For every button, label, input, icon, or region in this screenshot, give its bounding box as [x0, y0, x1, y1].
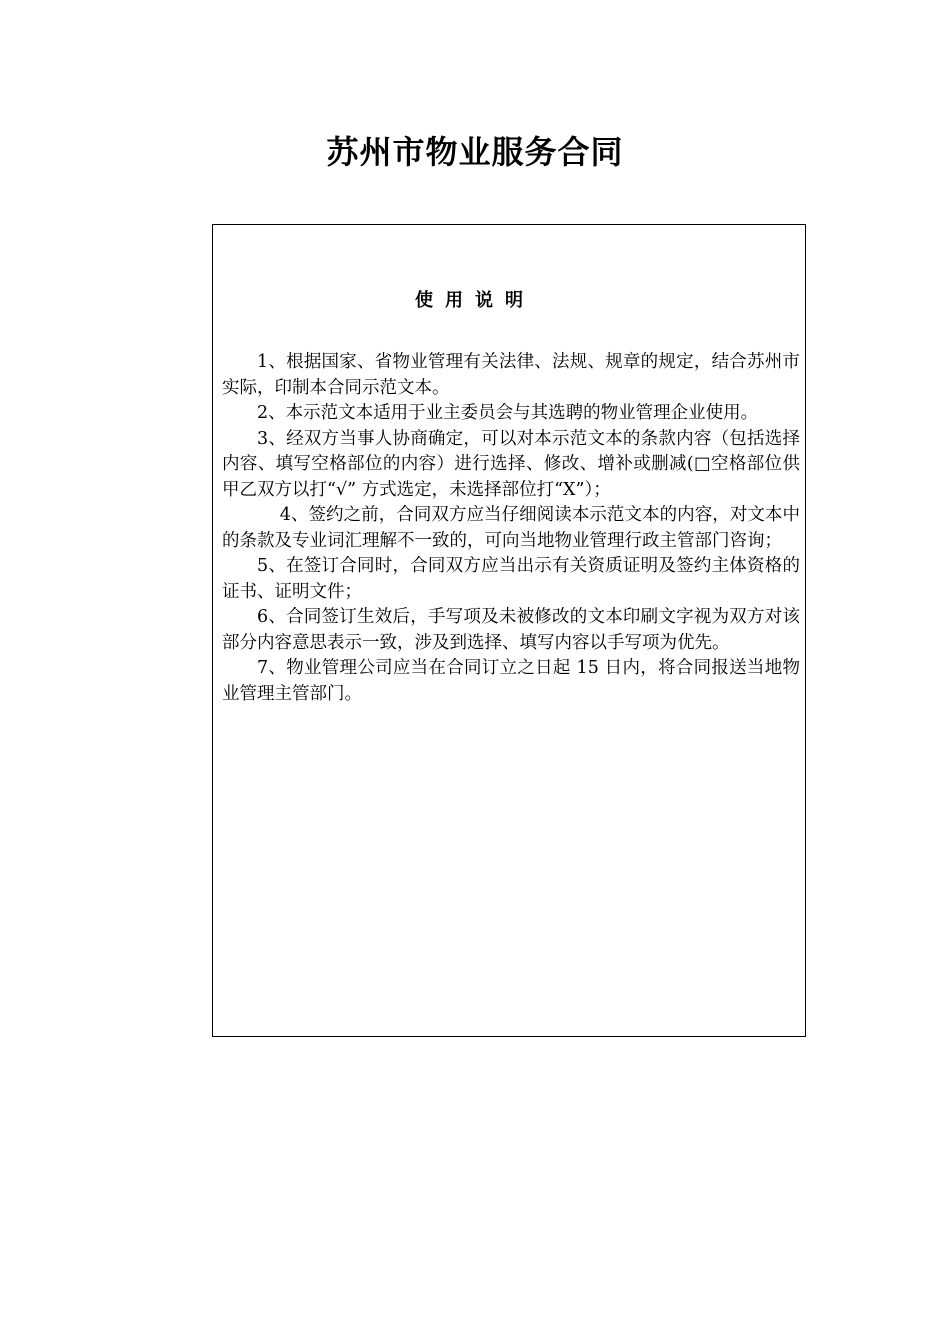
- instructions-heading: 使用说明: [415, 290, 535, 311]
- instructions-list: [222, 350, 800, 707]
- instruction-item-7: 7、物业管理公司应当在合同订立之日起 15 日内，将合同报送当地物业管理主管部门。: [222, 658, 800, 704]
- instruction-item-2: 2、本示范文本适用于业主委员会与其选聘的物业管理企业使用。: [257, 403, 759, 423]
- instruction-item-3: 3、经双方当事人协商确定，可以对本示范文本的条款内容（包括选择内容、填写空格部位的内容）进行选择、修改、增补或删减(□空格部位供甲乙双方以打“√” 方式选定，未选择部位打“X”）；: [222, 428, 800, 500]
- instruction-item-4: 4、签约之前，合同双方应当仔细阅读本示范文本的内容，对文本中的条款及专业词汇理解不一致的，可向当地物业管理行政主管部门咨询；: [222, 505, 800, 551]
- instruction-item-6: 6、合同签订生效后，手写项及未被修改的文本印刷文字视为双方对该部分内容意思表示一致，涉及到选择、填写内容以手写项为优先。: [222, 607, 800, 653]
- instruction-item-5: 5、在签订合同时，合同双方应当出示有关资质证明及签约主体资格的证书、证明文件；: [222, 556, 800, 602]
- instruction-item-1: 1、根据国家、省物业管理有关法律、法规、规章的规定，结合苏州市实际，印制本合同示范文本。: [222, 352, 800, 398]
- document-title: 苏州市物业服务合同: [326, 133, 624, 171]
